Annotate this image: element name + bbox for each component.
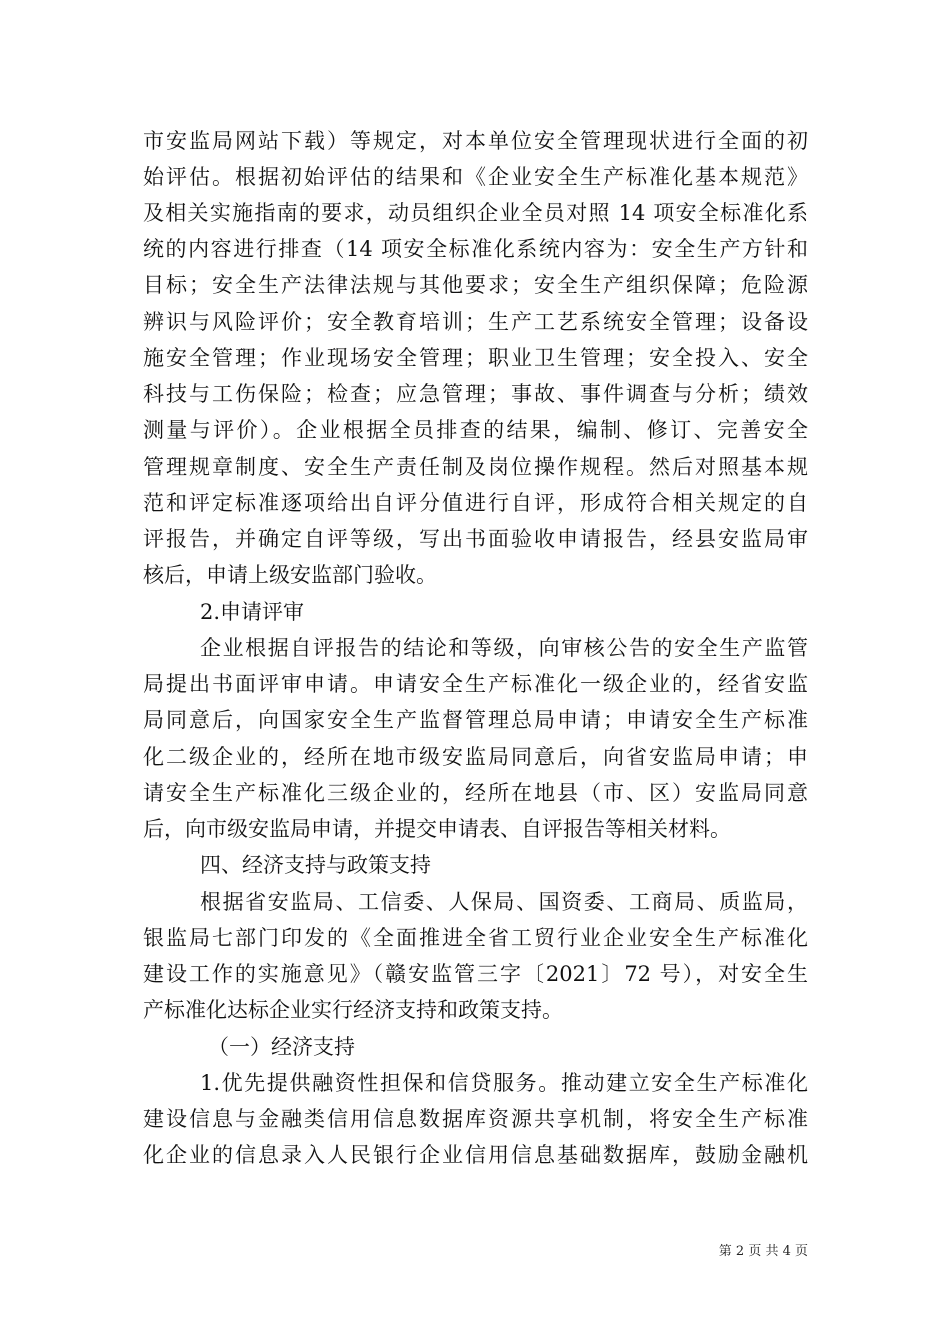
text-line: 后，向市级安监局申请，并提交申请表、自评报告等相关材料。 bbox=[143, 817, 731, 841]
text-line: 产标准化达标企业实行经济支持和政策支持。 bbox=[143, 998, 563, 1022]
text-line: 局同意后，向国家安全生产监督管理总局申请；申请安全生产标准 bbox=[143, 708, 808, 732]
text-line: 建设信息与金融类信用信息数据库资源共享机制，将安全生产标准 bbox=[143, 1107, 808, 1131]
paragraph-first-line: 根据省安监局、工信委、人保局、国资委、工商局、质监局， bbox=[200, 890, 808, 914]
text-line: 科技与工伤保险；检查；应急管理；事故、事件调查与分析；绩效 bbox=[143, 382, 808, 406]
text-line: 银监局七部门印发的《全面推进全省工贸行业企业安全生产标准化 bbox=[143, 926, 808, 950]
text-line: 目标；安全生产法律法规与其他要求；安全生产组织保障；危险源 bbox=[143, 273, 808, 297]
page-number: 第 2 页 共 4 页 bbox=[718, 1244, 808, 1259]
text-line: 管理规章制度、安全生产责任制及岗位操作规程。然后对照基本规 bbox=[143, 455, 808, 479]
section-heading: 四、经济支持与政策支持 bbox=[200, 853, 431, 877]
text-line: 市安监局网站下载）等规定，对本单位安全管理现状进行全面的初 bbox=[143, 129, 808, 153]
text-line: 辨识与风险评价；安全教育培训；生产工艺系统安全管理；设备设 bbox=[143, 310, 808, 334]
paragraph-first-line: 企业根据自评报告的结论和等级，向审核公告的安全生产监管 bbox=[200, 636, 808, 660]
text-line: 化企业的信息录入人民银行企业信用信息基础数据库，鼓励金融机 bbox=[143, 1143, 808, 1167]
text-line: 始评估。根据初始评估的结果和《企业安全生产标准化基本规范》 bbox=[143, 165, 808, 189]
text-line: 范和评定标准逐项给出自评分值进行自评，形成符合相关规定的自 bbox=[143, 491, 808, 515]
text-line: 统的内容进行排查（14 项安全标准化系统内容为：安全生产方针和 bbox=[143, 237, 808, 261]
text-line: 及相关实施指南的要求，动员组织企业全员对照 14 项安全标准化系 bbox=[143, 201, 808, 225]
text-line: 局提出书面评审申请。申请安全生产标准化一级企业的，经省安监 bbox=[143, 672, 808, 696]
text-line: 化二级企业的，经所在地市级安监局同意后，向省安监局申请；申 bbox=[143, 745, 808, 769]
paragraph-first-line: 1.优先提供融资性担保和信贷服务。推动建立安全生产标准化 bbox=[200, 1071, 808, 1095]
text-line: 施安全管理；作业现场安全管理；职业卫生管理；安全投入、安全 bbox=[143, 346, 808, 370]
subsection-heading: （一）经济支持 bbox=[208, 1035, 355, 1059]
text-line: 请安全生产标准化三级企业的，经所在地县（市、区）安监局同意 bbox=[143, 781, 808, 805]
text-line: 测量与评价）。企业根据全员排查的结果，编制、修订、完善安全 bbox=[143, 418, 808, 442]
text-line: 建设工作的实施意见》（赣安监管三字〔2021〕72 号），对安全生 bbox=[143, 962, 808, 986]
text-line: 核后，申请上级安监部门验收。 bbox=[143, 563, 437, 587]
text-line: 评报告，并确定自评等级，写出书面验收申请报告，经县安监局审 bbox=[143, 527, 808, 551]
section-heading: 2.申请评审 bbox=[200, 600, 305, 624]
